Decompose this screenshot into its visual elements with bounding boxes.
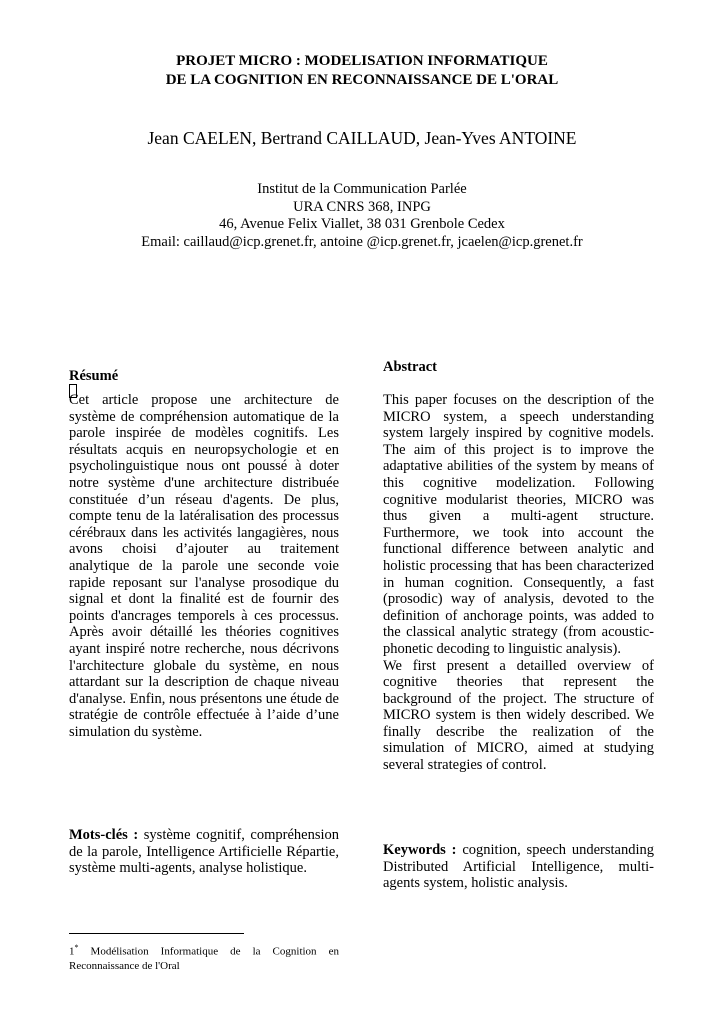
abstract-section (383, 392, 654, 774)
affiliation (0, 181, 724, 251)
resume-section (69, 392, 339, 740)
footnote-star: * (74, 943, 79, 952)
footnote (69, 941, 339, 973)
keywords-fr-label: Mots-clés : (69, 827, 139, 843)
abstract-paragraph-2: We first present a detailled overview of cognitive theories that represent the background of the project. The structure of MICRO system is then widely described. We finally describe the realization of the simulation of MICRO, aimed at studying several strategies of control. (383, 657, 654, 774)
paper-title (0, 52, 724, 90)
keywords-fr-text: système cognitif, compréhension de la parole, Intelligence Artificielle Répartie, système multi-agents, analyse holistique. (69, 827, 339, 877)
keywords-en (383, 842, 654, 892)
affiliation-institute: Institut de la Communication Parlée (257, 181, 467, 197)
authors: Jean CAELEN, Bertrand CAILLAUD, Jean-Yves ANTOINE (147, 128, 577, 148)
keywords-fr (69, 827, 339, 877)
title-line-1: PROJET MICRO : MODELISATION INFORMATIQUE (176, 53, 548, 69)
resume-heading: Résumé (69, 368, 119, 384)
abstract-heading: Abstract (383, 359, 437, 375)
title-line-2: DE LA COGNITION EN RECONNAISSANCE DE L'ORAL (165, 72, 559, 88)
keywords-en-text: cognition, speech understanding Distributed Artificial Intelligence, multi-agents system, holistic analysis. (383, 842, 654, 892)
resume-text: Cet article propose une architecture de système de compréhension automatique de la parole inspirée de modèles cognitifs. Les résultats acquis en neuropsychologie et en psycholinguistique nous ont poussé à doter notre système d'une architecture distribuée constituée d’un réseau d'agents. De plus, compte tenu de la latéralisation des processus cérébraux dans les activités langagières, nous avons choisi d’ajouter au traitement analytique de la parole une seconde voie rapide reposant sur l'analyse prosodique du signal et dont la finalité est de fournir des points d'ancrages temporels à ces processus. Après avoir détaillé les théories cognitives ayant inspiré notre recherche, nous décrivons l'architecture globale du système, en nous attardant sur la description de chaque niveau d'analyse. Enfin, nous présentons une étude de stratégie de contrôle effectuée à l’aide d’une simulation du système. (69, 392, 339, 740)
affiliation-lab: URA CNRS 368, INPG (293, 198, 431, 215)
anchor-frame-icon (69, 384, 77, 398)
footnote-divider (69, 933, 244, 934)
footnote-marker: 1 (69, 945, 75, 958)
abstract-paragraph-1: This paper focuses on the description of the MICRO system, a speech understanding system largely inspired by cognitive models. The aim of this project is to improve the adaptative abilities of the system by means of this cognitive modelization. Following cognitive modularist theories, MICRO was thus given a multi-agent structure. Furthermore, we took into account the functional difference between analytic and holistic processing that has been characterized in human cognition. Consequently, a fast (prosodic) way of analysis, devoted to the definition of anchorage points, was added to the classical analytic strategy (from acoustic-phonetic decoding to linguistic analysis). (383, 392, 654, 657)
affiliation-address: 46, Avenue Felix Viallet, 38 031 Grenbole Cedex (219, 216, 505, 232)
keywords-en-label: Keywords : (383, 842, 457, 858)
affiliation-email: Email: caillaud@icp.grenet.fr, antoine @icp.grenet.fr, jcaelen@icp.grenet.fr (141, 233, 583, 250)
footnote-text: Modélisation Informatique de la Cognition en Reconnaissance de l'Oral (69, 945, 339, 972)
